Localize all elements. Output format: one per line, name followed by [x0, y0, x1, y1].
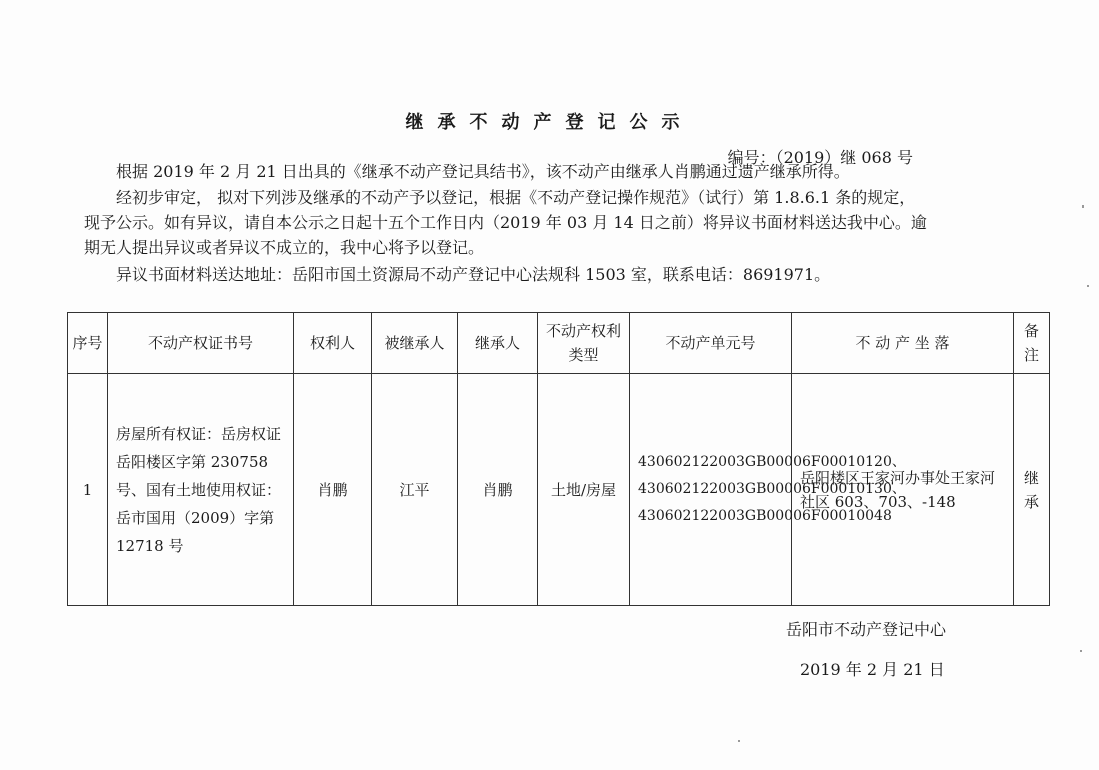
- paragraph-review-line2: 现予公示。如有异议，请自本公示之日起十五个工作日内（2019 年 03 月 14 日之前）将异议书面材料送达我中心。逾: [84, 213, 927, 232]
- header-remark: 备注: [1014, 313, 1050, 374]
- scan-speck: [1082, 205, 1084, 208]
- header-seq: 序号: [68, 313, 108, 374]
- cell-remark: 继承: [1014, 374, 1050, 606]
- unit-no-line: 430602122003GB00006F00010048: [638, 508, 892, 524]
- header-unit-no: 不动产单元号: [630, 313, 792, 374]
- property-table: [67, 312, 1050, 606]
- header-decedent: 被继承人: [372, 313, 458, 374]
- paragraph-basis: 根据 2019 年 2 月 21 日出具的《继承不动产登记具结书》，该不动产由继承人肖鹏通过遗产继承所得。: [116, 162, 850, 181]
- header-heir: 继承人: [458, 313, 538, 374]
- unit-no-line: 430602122003GB00006F00010120、: [638, 454, 906, 470]
- cell-heir: 肖鹏: [458, 374, 538, 606]
- scan-speck: [1087, 285, 1089, 287]
- table-row: [68, 374, 1050, 606]
- paragraph-review-line3: 期无人提出异议或者异议不成立的，我中心将予以登记。: [84, 238, 485, 257]
- document-number: 编号：（2019）继 068 号: [727, 148, 913, 167]
- paragraph-objection-address: 异议书面材料送达地址：岳阳市国土资源局不动产登记中心法规科 1503 室，联系电话：8691971。: [116, 265, 831, 284]
- table-header-row: [68, 313, 1050, 374]
- issuing-organization: 岳阳市不动产登记中心: [786, 620, 947, 639]
- paragraph-review-line1: 经初步审定， 拟对下列涉及继承的不动产予以登记，根据《不动产登记操作规范》（试行）第 1.8.6.1 条的规定，: [116, 188, 916, 207]
- cell-decedent: 江平: [372, 374, 458, 606]
- unit-no-line: 430602122003GB00006F00010130、: [638, 481, 906, 497]
- header-location: 不 动 产 坐 落: [792, 313, 1014, 374]
- issue-date: 2019 年 2 月 21 日: [800, 660, 945, 679]
- cell-holder: 肖鹏: [294, 374, 372, 606]
- cell-cert-no: 房屋所有权证：岳房权证岳阳楼区字第 230758 号、国有土地使用权证：岳市国用（2009）字第 12718 号: [108, 374, 294, 606]
- cell-location: 岳阳楼区王家河办事处王家河社区 603、703、-148: [792, 374, 1014, 606]
- header-holder: 权利人: [294, 313, 372, 374]
- page-title: 继承不动产登记公示: [405, 112, 694, 133]
- cell-seq: 1: [68, 374, 108, 606]
- scan-speck: [1080, 650, 1082, 652]
- header-right-type: 不动产权利类型: [538, 313, 630, 374]
- header-cert-no: 不动产权证书号: [108, 313, 294, 374]
- scan-speck: [738, 740, 740, 742]
- cell-right-type: 土地/房屋: [538, 374, 630, 606]
